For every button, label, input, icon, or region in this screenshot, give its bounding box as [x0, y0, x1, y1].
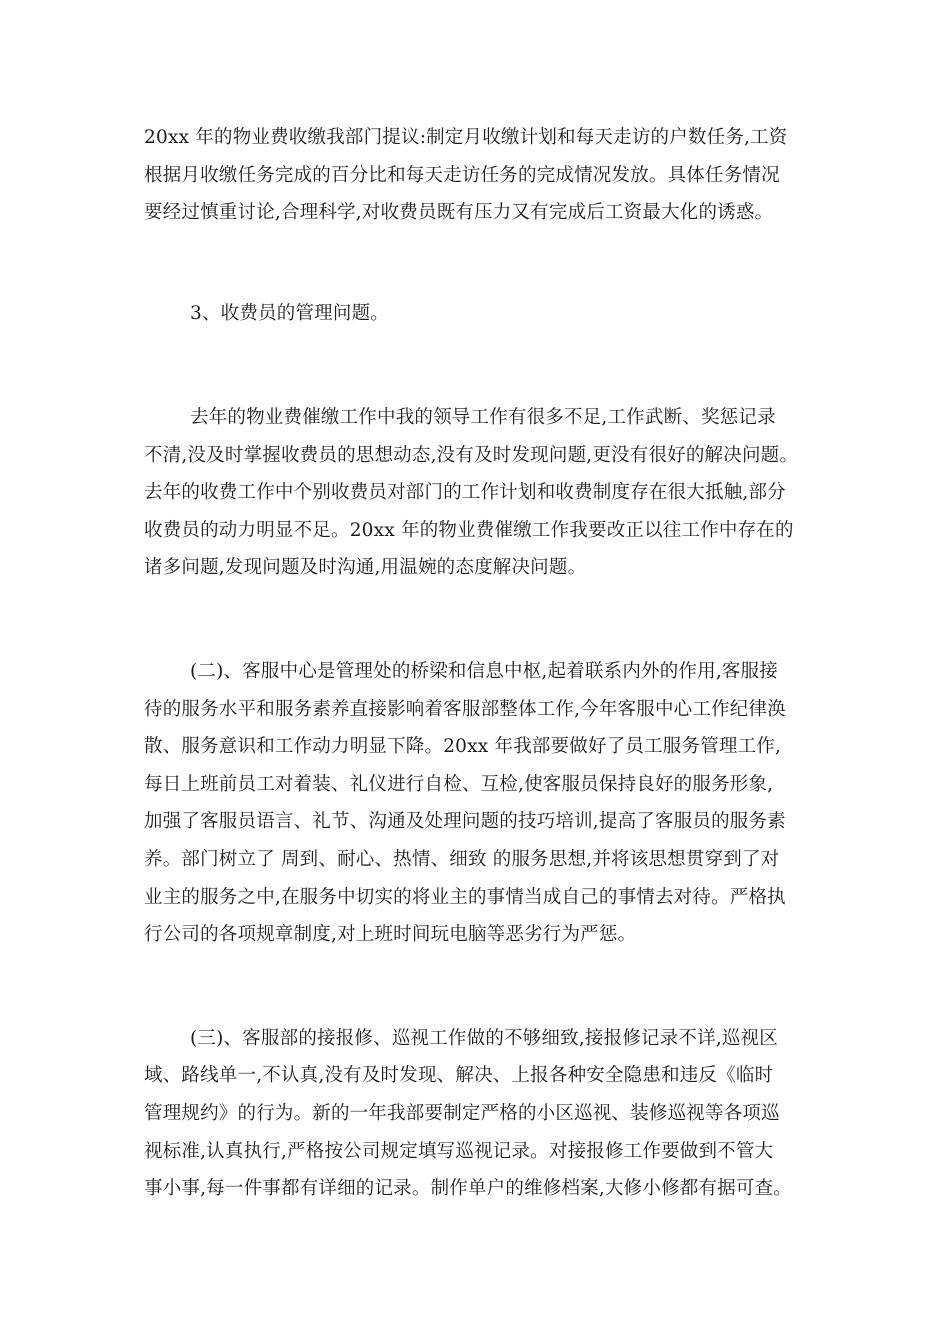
paragraph-3-line-8: 行公司的各项规章制度,对上班时间玩电脑等恶劣行为严惩。: [144, 924, 637, 945]
paragraph-1-line-2: 根据月收缴任务完成的百分比和每天走访任务的完成情况发放。具体任务情况: [144, 165, 780, 186]
paragraph-2-line-2: 不清,没及时掌握收费员的思想动态,没有及时发现问题,更没有很好的解决问题。: [144, 445, 799, 466]
paragraph-2-line-5: 诸多问题,发现问题及时沟通,用温婉的态度解决问题。: [144, 557, 587, 578]
paragraph-4-line-4: 视标准,认真执行,严格按公司规定填写巡视记录。对接报修工作要做到不管大: [144, 1141, 774, 1162]
section-heading-3: 3、收费员的管理问题。: [190, 303, 389, 324]
paragraph-4-line-5: 事小事,每一件事都有详细的记录。制作单户的维修档案,大修小修都有据可查。: [144, 1178, 792, 1199]
paragraph-2-line-4: 收费员的动力明显不足。20xx 年的物业费催缴工作我要改正以往工作中存在的: [144, 520, 794, 541]
paragraph-3-line-5: 加强了客服员语言、礼节、沟通及处理问题的技巧培训,提高了客服员的服务素: [144, 811, 786, 832]
paragraph-3-line-1: (二)、客服中心是管理处的桥梁和信息中枢,起着联系内外的作用,客服接: [190, 661, 778, 682]
paragraph-3-line-3: 散、服务意识和工作动力明显下降。20xx 年我部要做好了员工服务管理工作,: [144, 736, 782, 757]
paragraph-4-line-3: 管理规约》的行为。新的一年我部要制定严格的小区巡视、装修巡视等各项巡: [144, 1103, 780, 1124]
paragraph-3-line-6: 养。部门树立了 周到、耐心、热情、细致 的服务思想,并将该思想贯穿到了对: [144, 849, 780, 870]
paragraph-1-line-1: 20xx 年的物业费收缴我部门提议:制定月收缴计划和每天走访的户数任务,工资: [144, 127, 788, 148]
paragraph-4-line-1: (三)、客服部的接报修、巡视工作做的不够细致,接报修记录不详,巡视区: [190, 1028, 778, 1049]
paragraph-3-line-2: 待的服务水平和服务素养直接影响着客服部整体工作,今年客服中心工作纪律涣: [144, 699, 786, 720]
paragraph-3-line-4: 每日上班前员工对着装、礼仪进行自检、互检,使客服员保持良好的服务形象,: [144, 774, 774, 795]
paragraph-2-line-1: 去年的物业费催缴工作中我的领导工作有很多不足,工作武断、奖惩记录: [190, 407, 776, 428]
paragraph-1-line-3: 要经过慎重讨论,合理科学,对收费员既有压力又有完成后工资最大化的诱惑。: [144, 202, 774, 223]
paragraph-2-line-3: 去年的收费工作中个别收费员对部门的工作计划和收费制度存在很大抵触,部分: [144, 482, 786, 503]
paragraph-3-line-7: 业主的服务之中,在服务中切实的将业主的事情当成自己的事情去对待。严格执: [144, 887, 786, 908]
paragraph-4-line-2: 域、路线单一,不认真,没有及时发现、解决、上报各种安全隐患和违反《临时: [144, 1065, 774, 1086]
